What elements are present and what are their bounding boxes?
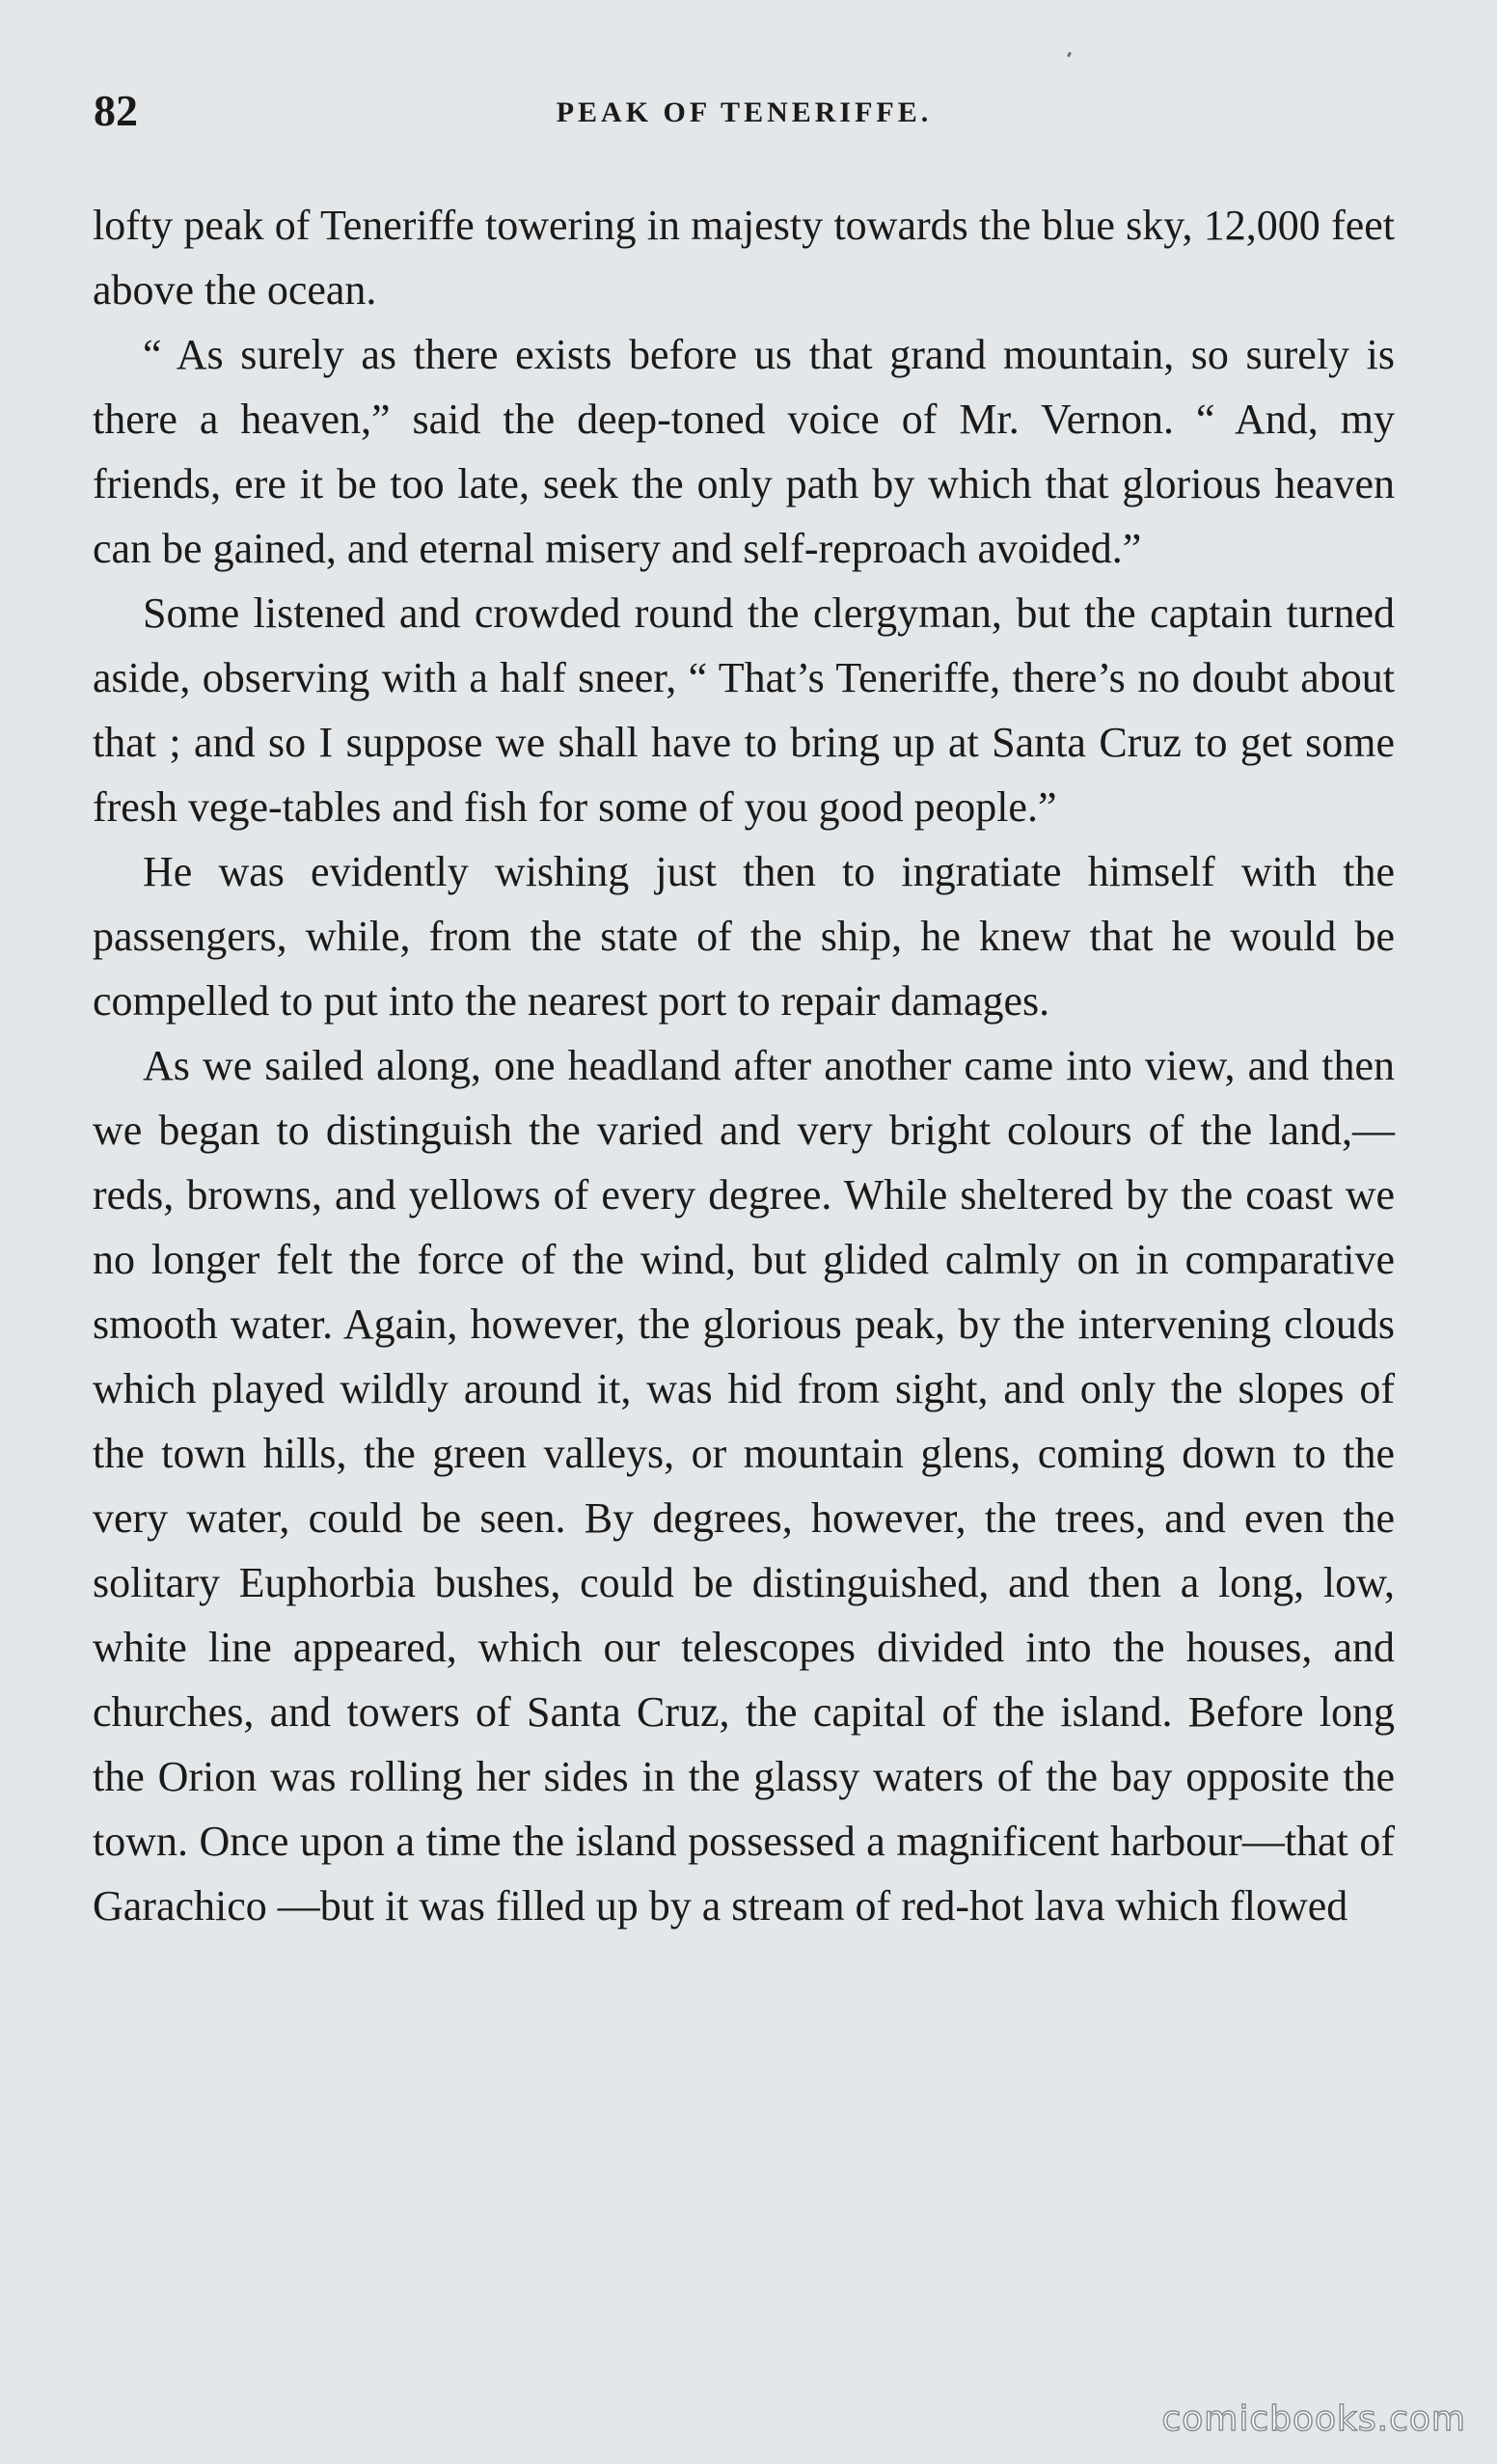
print-speck bbox=[1067, 52, 1072, 58]
paragraph: lofty peak of Teneriffe towering in majesty towards the blue sky, 12,000 feet above the ocean. bbox=[93, 202, 1395, 314]
body-text bbox=[93, 193, 1395, 1938]
page-number: 82 bbox=[94, 86, 138, 135]
paragraph: He was evidently wishing just then to ingratiate himself with the passengers, while, from the state of the ship, he knew that he would be compelled to put into the nearest port to repair damages. bbox=[93, 848, 1395, 1025]
paragraph: “ As surely as there exists before us that grand mountain, so surely is there a heaven,” said the deep-toned voice of Mr. Vernon. “ And, my friends, ere it be too late, seek the only path by which that glorious heaven can be gained, and eternal misery and self-reproach avoided.” bbox=[93, 331, 1395, 572]
paragraph: Some listened and crowded round the clergyman, but the captain turned aside, observing with a half sneer, “ That’s Teneriffe, there’s no doubt about that ; and so I suppose we shall have to bring up at Santa Cruz to get some fresh vege-tables and fish for some of you good people.” bbox=[93, 589, 1395, 831]
site-watermark: comicbooks.com bbox=[1161, 2399, 1466, 2439]
paragraph: As we sailed along, one headland after another came into view, and then we began to distinguish the varied and very bright colours of the land,—reds, browns, and yellows of every degree. While sheltered by the coast we no longer felt the force of the wind, but glided calmly on in comparative smooth water. Again, however, the glorious peak, by the intervening clouds which played wildly around it, was hid from sight, and only the slopes of the town hills, the green valleys, or mountain glens, coming down to the very water, could be seen. By degrees, however, the trees, and even the solitary Euphorbia bushes, could be distinguished, and then a long, low, white line appeared, which our telescopes divided into the houses, and churches, and towers of Santa Cruz, the capital of the island. Before long the Orion was rolling her sides in the glassy waters of the bay opposite the town. Once upon a time the island possessed a magnificent harbour—that of Garachico —but it was filled up by a stream of red-hot lava which flowed bbox=[93, 1042, 1395, 1930]
running-head bbox=[94, 85, 1395, 152]
running-title: PEAK OF TENERIFFE. bbox=[556, 96, 933, 128]
